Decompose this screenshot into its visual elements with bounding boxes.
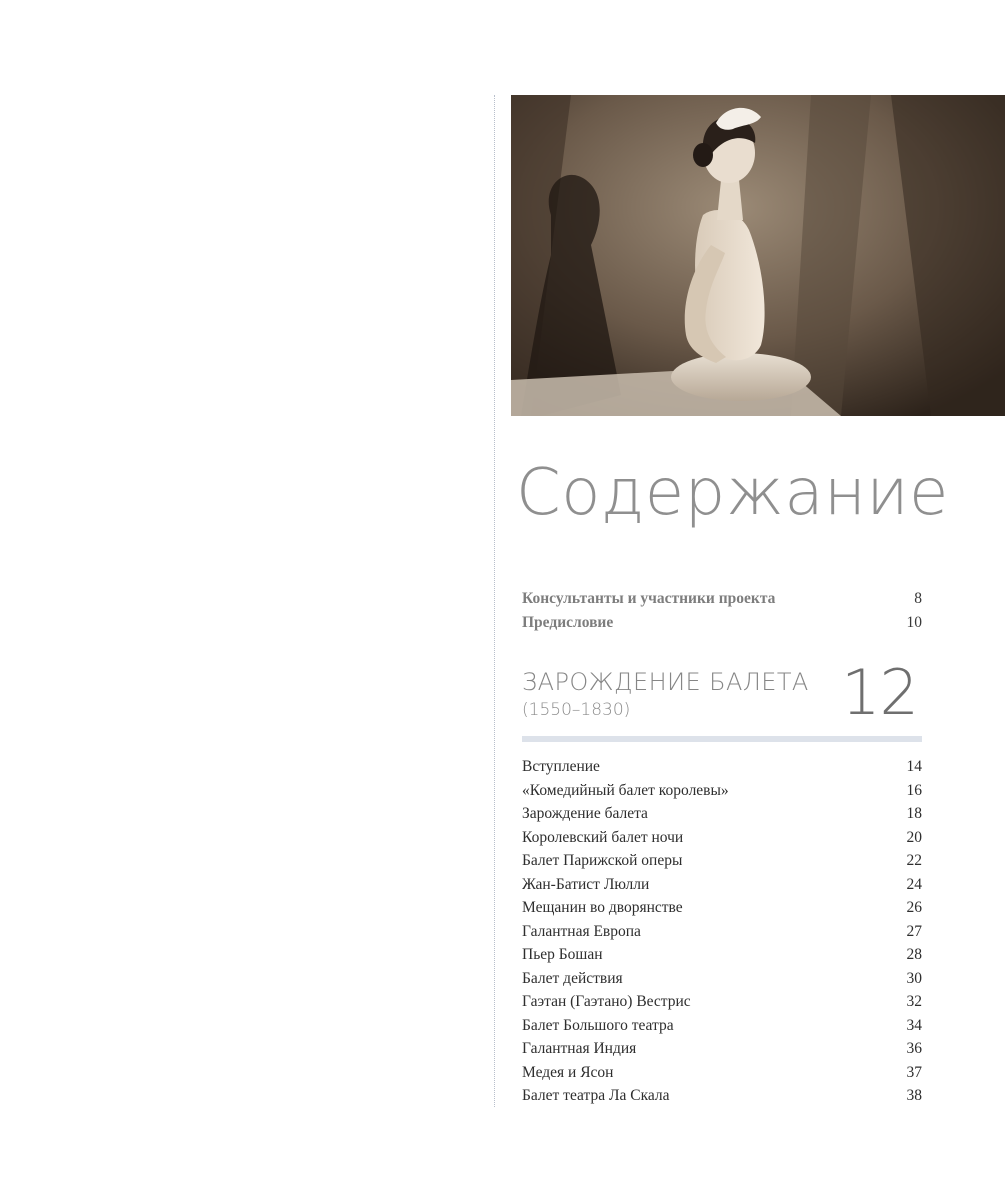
entry-label: Пьер Бошан [522,946,603,963]
entry-page: 30 [906,969,922,987]
entry-label: «Комедийный балет королевы» [522,781,729,799]
entry-page: 28 [906,946,922,963]
entry-label: Балет действия [522,969,623,987]
gutter-dotted-rule [494,95,495,1107]
entry-label: Зарождение балета [522,805,648,822]
list-item[interactable] [522,946,922,970]
chapter-title: ЗАРОЖДЕНИЕ БАЛЕТА [522,668,809,696]
list-item[interactable] [522,899,922,923]
entry-page: 32 [906,993,922,1010]
list-item[interactable] [522,852,922,876]
entry-label: Жан-Батист Люлли [522,875,650,893]
entry-page: 27 [906,922,922,940]
list-item[interactable] [522,876,922,900]
ballerina-photo [511,95,1005,416]
chapter-heading[interactable] [522,656,922,744]
chapter-page-number: 12 [841,656,918,729]
entry-label: Королевский балет ночи [522,828,684,846]
entry-page: 26 [906,899,922,916]
entry-page: 36 [906,1040,922,1057]
entry-page: 22 [906,852,922,869]
entry-label: Предисловие [522,613,614,631]
page-title: Содержание [516,456,949,530]
list-item[interactable] [522,1064,922,1088]
list-item[interactable] [522,590,922,614]
entry-page: 20 [906,828,922,846]
list-item[interactable] [522,614,922,638]
list-item[interactable] [522,1040,922,1064]
entry-page: 24 [906,875,922,893]
list-item[interactable] [522,829,922,853]
entry-page: 18 [906,805,922,822]
entry-label: Мещанин во дворянстве [522,899,683,916]
entry-label: Вступление [522,758,600,775]
front-matter-list [522,590,922,637]
list-item[interactable] [522,1087,922,1111]
entry-label: Консультанты и участники проекта [522,590,776,607]
entry-label: Гаэтан (Гаэтано) Вестрис [522,993,691,1010]
entry-page: 14 [906,758,922,775]
entry-page: 37 [906,1063,922,1081]
entry-label: Медея и Ясон [522,1063,614,1081]
list-item[interactable] [522,970,922,994]
entry-label: Балет театра Ла Скала [522,1087,670,1104]
list-item[interactable] [522,923,922,947]
chapter-dates: (1550–1830) [522,700,631,720]
entry-label: Галантная Европа [522,922,641,940]
entry-label: Балет Большого театра [522,1016,674,1034]
entry-label: Балет Парижской оперы [522,852,683,869]
list-item[interactable] [522,993,922,1017]
entry-page: 38 [906,1087,922,1104]
entry-label: Галантная Индия [522,1040,637,1057]
entry-page: 10 [906,613,922,631]
entry-page: 34 [906,1016,922,1034]
list-item[interactable] [522,805,922,829]
list-item[interactable] [522,758,922,782]
list-item[interactable] [522,1017,922,1041]
toc-entries-list [522,758,922,1111]
entry-page: 16 [906,781,922,799]
entry-page: 8 [914,590,922,607]
chapter-divider-bar [522,736,922,742]
list-item[interactable] [522,782,922,806]
